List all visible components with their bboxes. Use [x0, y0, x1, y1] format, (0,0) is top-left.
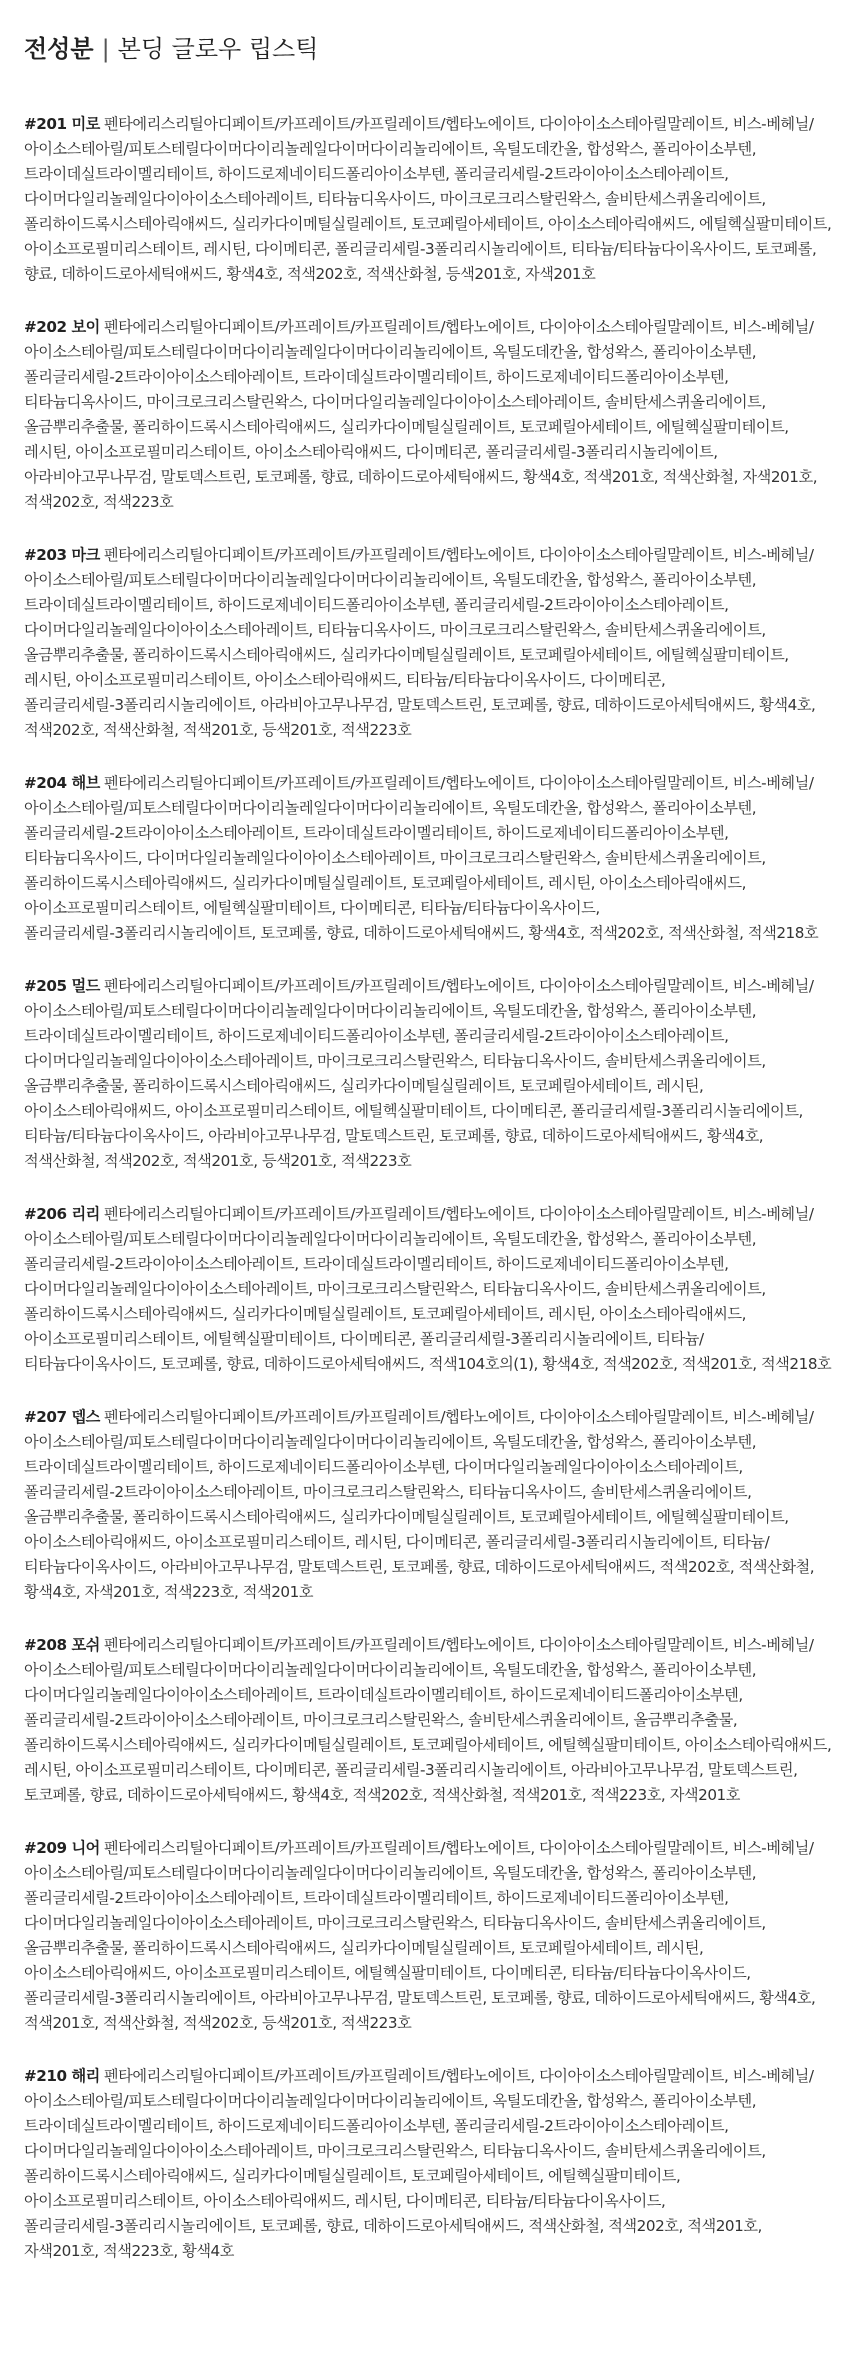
shade-name: #201 미로 — [24, 115, 100, 133]
shade-name: #207 뎁스 — [24, 1408, 100, 1426]
shade-entry-209 — [24, 1836, 836, 2036]
ingredient-text: 펜타에리스리틸아디페이트/카프레이트/카프릴레이트/헵타노에이트, 다이아이소스테아릴말레이트, 비스-베헤닐/아이소스테아릴/피토스테릴다이머다이리놀레일다이머다이리놀리에이트, 옥틸도데칸올, 합성왁스, 폴리아이소부텐, 트라이데실트라이멜리테이트, 하이드로제네이티드폴리아이소부텐, 폴리글리세릴-2트라이아이소스테아레이트, 다이머다일리놀레일다이아이소스테아레이트, 티타늄디옥사이드, 마이크로크리스탈린왁스, 솔비탄세스퀴올리에이트, 올금뿌리추출물, 폴리하이드록시스테아릭애씨드, 실리카다이메틸실릴레이트, 토코페릴아세테이트, 에틸헥실팔미테이트, 레시틴, 아이소프로필미리스테이트, 아이소스테아릭애씨드, 티타늄/티타늄다이옥사이드, 다이메티콘, 폴리글리세릴-3폴리리시놀리에이트, 아라비아고무나무검, 말토덱스트린, 토코페롤, 향료, 데하이드로아세틱애씨드, 황색4호, 적색202호, 적색산화철, 적색201호, 등색201호, 적색223호 — [24, 546, 816, 739]
ingredient-text: 펜타에리스리틸아디페이트/카프레이트/카프릴레이트/헵타노에이트, 다이아이소스테아릴말레이트, 비스-베헤닐/아이소스테아릴/피토스테릴다이머다이리놀레일다이머다이리놀리에이트, 옥틸도데칸올, 합성왁스, 폴리아이소부텐, 트라이데실트라이멜리테이트, 하이드로제네이티드폴리아이소부텐, 폴리글리세릴-2트라이아이소스테아레이트, 다이머다일리놀레일다이아이소스테아레이트, 마이크로크리스탈린왁스, 티타늄디옥사이드, 솔비탄세스퀴올리에이트, 올금뿌리추출물, 폴리하이드록시스테아릭애씨드, 실리카다이메틸실릴레이트, 토코페릴아세테이트, 레시틴, 아이소스테아릭애씨드, 아이소프로필미리스테이트, 에틸헥실팔미테이트, 다이메티콘, 폴리글리세릴-3폴리리시놀리에이트, 티타늄/티타늄다이옥사이드, 아라비아고무나무검, 말토덱스트린, 토코페롤, 향료, 데하이드로아세틱애씨드, 황색4호, 적색산화철, 적색202호, 적색201호, 등색201호, 적색223호 — [24, 977, 814, 1170]
shade-name: #204 해브 — [24, 774, 100, 792]
shade-entry-205 — [24, 974, 836, 1174]
page-title — [24, 34, 836, 64]
ingredient-text: 펜타에리스리틸아디페이트/카프레이트/카프릴레이트/헵타노에이트, 다이아이소스테아릴말레이트, 비스-베헤닐/아이소스테아릴/피토스테릴다이머다이리놀레일다이머다이리놀리에이트, 옥틸도데칸올, 합성왁스, 폴리아이소부텐, 트라이데실트라이멜리테이트, 하이드로제네이티드폴리아이소부텐, 폴리글리세릴-2트라이아이소스테아레이트, 다이머다일리놀레일다이아이소스테아레이트, 티타늄디옥사이드, 마이크로크리스탈린왁스, 솔비탄세스퀴올리에이트, 폴리하이드록시스테아릭애씨드, 실리카다이메틸실릴레이트, 토코페릴아세테이트, 아이소스테아릭애씨드, 에틸헥실팔미테이트, 아이소프로필미리스테이트, 레시틴, 다이메티콘, 폴리글리세릴-3폴리리시놀리에이트, 티타늄/티타늄다이옥사이드, 토코페롤, 향료, 데하이드로아세틱애씨드, 황색4호, 적색202호, 적색산화철, 등색201호, 자색201호 — [24, 115, 832, 283]
page-header — [24, 0, 836, 86]
shade-entry-204 — [24, 771, 836, 946]
ingredient-text: 펜타에리스리틸아디페이트/카프레이트/카프릴레이트/헵타노에이트, 다이아이소스테아릴말레이트, 비스-베헤닐/아이소스테아릴/피토스테릴다이머다이리놀레일다이머다이리놀리에이트, 옥틸도데칸올, 합성왁스, 폴리아이소부텐, 폴리글리세릴-2트라이아이소스테아레이트, 트라이데실트라이멜리테이트, 하이드로제네이티드폴리아이소부텐, 티타늄디옥사이드, 다이머다일리놀레일다이아이소스테아레이트, 마이크로크리스탈린왁스, 솔비탄세스퀴올리에이트, 폴리하이드록시스테아릭애씨드, 실리카다이메틸실릴레이트, 토코페릴아세테이트, 레시틴, 아이소스테아릭애씨드, 아이소프로필미리스테이트, 에틸헥실팔미테이트, 다이메티콘, 티타늄/티타늄다이옥사이드, 폴리글리세릴-3폴리리시놀리에이트, 토코페롤, 향료, 데하이드로아세틱애씨드, 황색4호, 적색202호, 적색산화철, 적색218호 — [24, 774, 819, 942]
shade-name: #202 보이 — [24, 318, 100, 336]
shade-name: #203 마크 — [24, 546, 100, 564]
title-product: 본딩 글로우 립스틱 — [117, 35, 319, 63]
ingredient-text: 펜타에리스리틸아디페이트/카프레이트/카프릴레이트/헵타노에이트, 다이아이소스테아릴말레이트, 비스-베헤닐/아이소스테아릴/피토스테릴다이머다이리놀레일다이머다이리놀리에이트, 옥틸도데칸올, 합성왁스, 폴리아이소부텐, 트라이데실트라이멜리테이트, 하이드로제네이티드폴리아이소부텐, 폴리글리세릴-2트라이아이소스테아레이트, 다이머다일리놀레일다이아이소스테아레이트, 마이크로크리스탈린왁스, 티타늄디옥사이드, 솔비탄세스퀴올리에이트, 폴리하이드록시스테아릭애씨드, 실리카다이메틸실릴레이트, 토코페릴아세테이트, 에틸헥실팔미테이트, 아이소프로필미리스테이트, 아이소스테아릭애씨드, 레시틴, 다이메티콘, 티타늄/티타늄다이옥사이드, 폴리글리세릴-3폴리리시놀리에이트, 토코페롤, 향료, 데하이드로아세틱애씨드, 적색산화철, 적색202호, 적색201호, 자색201호, 적색223호, 황색4호 — [24, 2067, 814, 2260]
title-brand: 전성분 — [24, 35, 94, 63]
shade-entry-202 — [24, 315, 836, 515]
shade-name: #210 해리 — [24, 2067, 100, 2085]
ingredient-text: 펜타에리스리틸아디페이트/카프레이트/카프릴레이트/헵타노에이트, 다이아이소스테아릴말레이트, 비스-베헤닐/아이소스테아릴/피토스테릴다이머다이리놀레일다이머다이리놀리에이트, 옥틸도데칸올, 합성왁스, 폴리아이소부텐, 폴리글리세릴-2트라이아이소스테아레이트, 트라이데실트라이멜리테이트, 하이드로제네이티드폴리아이소부텐, 다이머다일리놀레일다이아이소스테아레이트, 마이크로크리스탈린왁스, 티타늄디옥사이드, 솔비탄세스퀴올리에이트, 올금뿌리추출물, 폴리하이드록시스테아릭애씨드, 실리카다이메틸실릴레이트, 토코페릴아세테이트, 레시틴, 아이소스테아릭애씨드, 아이소프로필미리스테이트, 에틸헥실팔미테이트, 다이메티콘, 티타늄/티타늄다이옥사이드, 폴리글리세릴-3폴리리시놀리에이트, 아라비아고무나무검, 말토덱스트린, 토코페롤, 향료, 데하이드로아세틱애씨드, 황색4호, 적색201호, 적색산화철, 적색202호, 등색201호, 적색223호 — [24, 1839, 816, 2032]
shade-entry-206 — [24, 1202, 836, 1377]
ingredient-text: 펜타에리스리틸아디페이트/카프레이트/카프릴레이트/헵타노에이트, 다이아이소스테아릴말레이트, 비스-베헤닐/아이소스테아릴/피토스테릴다이머다이리놀레일다이머다이리놀리에이트, 옥틸도데칸올, 합성왁스, 폴리아이소부텐, 다이머다일리놀레일다이아이소스테아레이트, 트라이데실트라이멜리테이트, 하이드로제네이티드폴리아이소부텐, 폴리글리세릴-2트라이아이소스테아레이트, 마이크로크리스탈린왁스, 솔비탄세스퀴올리에이트, 올금뿌리추출물, 폴리하이드록시스테아릭애씨드, 실리카다이메틸실릴레이트, 토코페릴아세테이트, 에틸헥실팔미테이트, 아이소스테아릭애씨드, 레시틴, 아이소프로필미리스테이트, 다이메티콘, 폴리글리세릴-3폴리리시놀리에이트, 아라비아고무나무검, 말토덱스트린, 토코페롤, 향료, 데하이드로아세틱애씨드, 황색4호, 적색202호, 적색산화철, 적색201호, 적색223호, 자색201호 — [24, 1636, 832, 1804]
shade-ingredient-list — [24, 112, 836, 2264]
shade-entry-203 — [24, 543, 836, 743]
ingredient-text: 펜타에리스리틸아디페이트/카프레이트/카프릴레이트/헵타노에이트, 다이아이소스테아릴말레이트, 비스-베헤닐/아이소스테아릴/피토스테릴다이머다이리놀레일다이머다이리놀리에이트, 옥틸도데칸올, 합성왁스, 폴리아이소부텐, 트라이데실트라이멜리테이트, 하이드로제네이티드폴리아이소부텐, 다이머다일리놀레일다이아이소스테아레이트, 폴리글리세릴-2트라이아이소스테아레이트, 마이크로크리스탈린왁스, 티타늄디옥사이드, 솔비탄세스퀴올리에이트, 올금뿌리추출물, 폴리하이드록시스테아릭애씨드, 실리카다이메틸실릴레이트, 토코페릴아세테이트, 에틸헥실팔미테이트, 아이소스테아릭애씨드, 아이소프로필미리스테이트, 레시틴, 다이메티콘, 폴리글리세릴-3폴리리시놀리에이트, 티타늄/티타늄다이옥사이드, 아라비아고무나무검, 말토덱스트린, 토코페롤, 향료, 데하이드로아세틱애씨드, 적색202호, 적색산화철, 황색4호, 자색201호, 적색223호, 적색201호 — [24, 1408, 815, 1601]
shade-name: #205 멀드 — [24, 977, 100, 995]
ingredient-text: 펜타에리스리틸아디페이트/카프레이트/카프릴레이트/헵타노에이트, 다이아이소스테아릴말레이트, 비스-베헤닐/아이소스테아릴/피토스테릴다이머다이리놀레일다이머다이리놀리에이트, 옥틸도데칸올, 합성왁스, 폴리아이소부텐, 폴리글리세릴-2트라이아이소스테아레이트, 트라이데실트라이멜리테이트, 하이드로제네이티드폴리아이소부텐, 다이머다일리놀레일다이아이소스테아레이트, 마이크로크리스탈린왁스, 티타늄디옥사이드, 솔비탄세스퀴올리에이트, 폴리하이드록시스테아릭애씨드, 실리카다이메틸실릴레이트, 토코페릴아세테이트, 레시틴, 아이소스테아릭애씨드, 아이소프로필미리스테이트, 에틸헥실팔미테이트, 다이메티콘, 폴리글리세릴-3폴리리시놀리에이트, 티타늄/티타늄다이옥사이드, 토코페롤, 향료, 데하이드로아세틱애씨드, 적색104호의(1), 황색4호, 적색202호, 적색201호, 적색218호 — [24, 1205, 832, 1373]
title-separator: | — [101, 35, 110, 63]
shade-name: #206 리리 — [24, 1205, 100, 1223]
ingredient-text: 펜타에리스리틸아디페이트/카프레이트/카프릴레이트/헵타노에이트, 다이아이소스테아릴말레이트, 비스-베헤닐/아이소스테아릴/피토스테릴다이머다이리놀레일다이머다이리놀리에이트, 옥틸도데칸올, 합성왁스, 폴리아이소부텐, 폴리글리세릴-2트라이아이소스테아레이트, 트라이데실트라이멜리테이트, 하이드로제네이티드폴리아이소부텐, 티타늄디옥사이드, 마이크로크리스탈린왁스, 다이머다일리놀레일다이아이소스테아레이트, 솔비탄세스퀴올리에이트, 올금뿌리추출물, 폴리하이드록시스테아릭애씨드, 실리카다이메틸실릴레이트, 토코페릴아세테이트, 에틸헥실팔미테이트, 레시틴, 아이소프로필미리스테이트, 아이소스테아릭애씨드, 다이메티콘, 폴리글리세릴-3폴리리시놀리에이트, 아라비아고무나무검, 말토덱스트린, 토코페롤, 향료, 데하이드로아세틱애씨드, 황색4호, 적색201호, 적색산화철, 자색201호, 적색202호, 적색223호 — [24, 318, 818, 511]
shade-entry-208 — [24, 1633, 836, 1808]
shade-entry-210 — [24, 2064, 836, 2264]
shade-name: #209 니어 — [24, 1839, 100, 1857]
shade-name: #208 포쉬 — [24, 1636, 100, 1654]
shade-entry-201 — [24, 112, 836, 287]
shade-entry-207 — [24, 1405, 836, 1605]
